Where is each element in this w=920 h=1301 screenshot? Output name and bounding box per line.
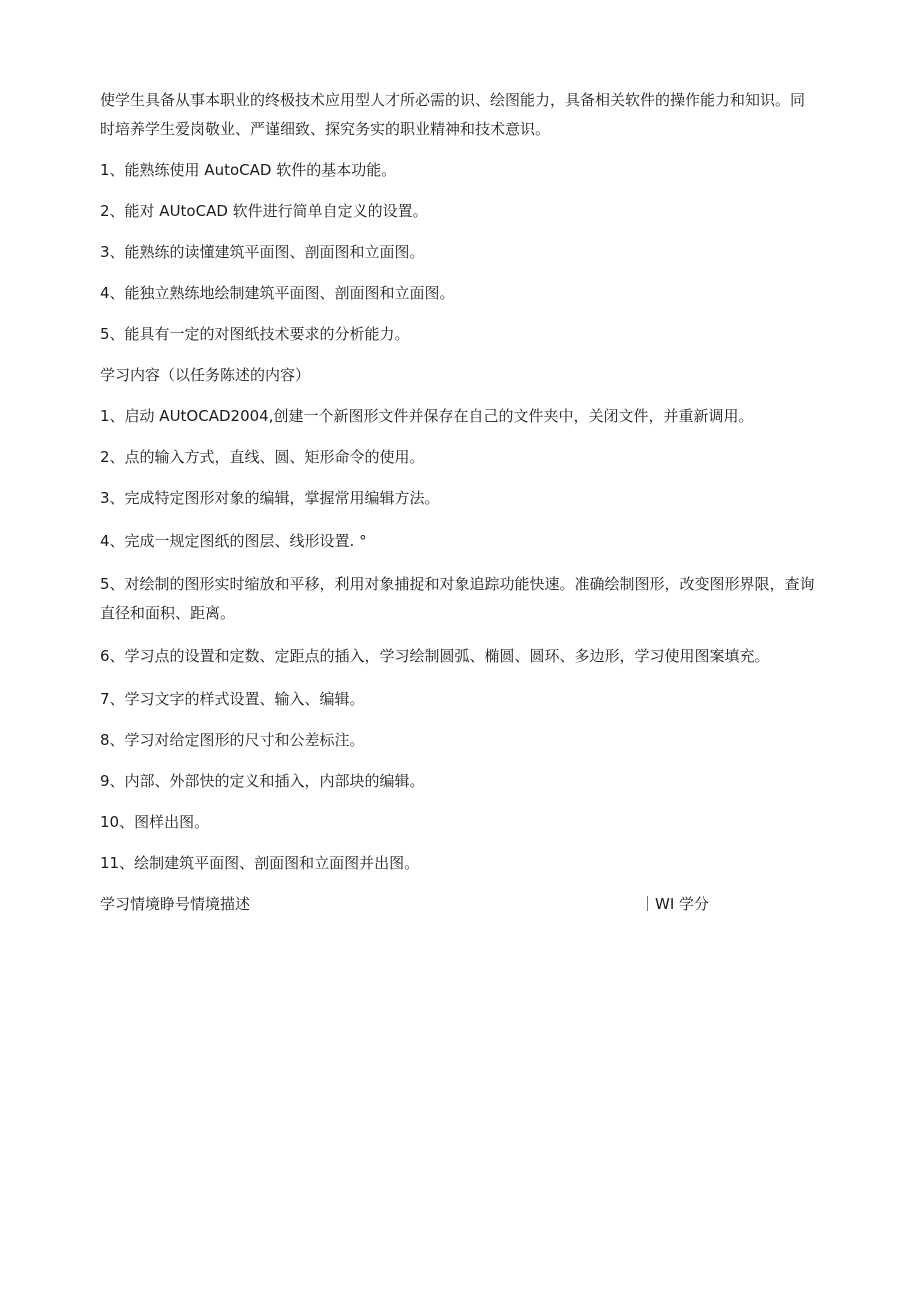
- content-item-2: 2、点的输入方式，直线、圆、矩形命令的使用。: [100, 448, 425, 466]
- intro-paragraph: 使学生具备从事本职业的终极技术应用型人才所必需的识、绘图能力，具备相关软件的操作能力和知识。同时培养学生爱岗敬业、严谨细致、探究务实的职业精神和技术意识。: [100, 91, 806, 138]
- content-item-7: 7、学习文字的样式设置、输入、编辑。: [100, 690, 365, 708]
- ability-item-2: 2、能对 AUtoCAD 软件进行简单自定义的设置。: [100, 202, 428, 220]
- content-item-11: 11、绘制建筑平面图、剖面图和立面图并出图。: [100, 854, 420, 872]
- content-item-4: 4、完成一规定图纸的图层、线形设置. °: [100, 532, 367, 550]
- content-item-1: 1、启动 AUtOCAD2004,创建一个新图形文件并保存在自己的文件夹中，关闭文件，并重新调用。: [100, 407, 754, 425]
- content-item-3: 3、完成特定图形对象的编辑，掌握常用编辑方法。: [100, 489, 440, 507]
- content-heading: 学习内容（以任务陈述的内容）: [100, 366, 311, 384]
- content-item-9: 9、内部、外部快的定义和插入，内部块的编辑。: [100, 772, 425, 790]
- content-item-10: 10、图样出图。: [100, 813, 210, 831]
- ability-item-5: 5、能具有一定的对图纸技术要求的分析能力。: [100, 325, 410, 343]
- situation-header-label: 学习情境睁号情境描述: [100, 895, 251, 913]
- content-item-5: 5、对绘制的图形实时缩放和平移，利用对象捕捉和对象追踪功能快速。准确绘制图形，改变图形界限，查询直径和面积、距离。: [100, 575, 815, 622]
- ability-item-3: 3、能熟练的读懂建筑平面图、剖面图和立面图。: [100, 243, 425, 261]
- content-item-6: 6、学习点的设置和定数、定距点的插入，学习绘制圆弧、椭圆、圆环、多边形，学习使用图案填充。: [100, 647, 770, 665]
- document-page: [100, 86, 816, 919]
- ability-item-1: 1、能熟练使用 AutoCAD 软件的基本功能。: [100, 161, 397, 179]
- table-header-row: [100, 890, 816, 919]
- content-item-8: 8、学习对给定图形的尺寸和公差标注。: [100, 731, 365, 749]
- ability-item-4: 4、能独立熟练地绘制建筑平面图、剖面图和立面图。: [100, 284, 455, 302]
- credit-header-label: ｜WI 学分: [640, 895, 710, 913]
